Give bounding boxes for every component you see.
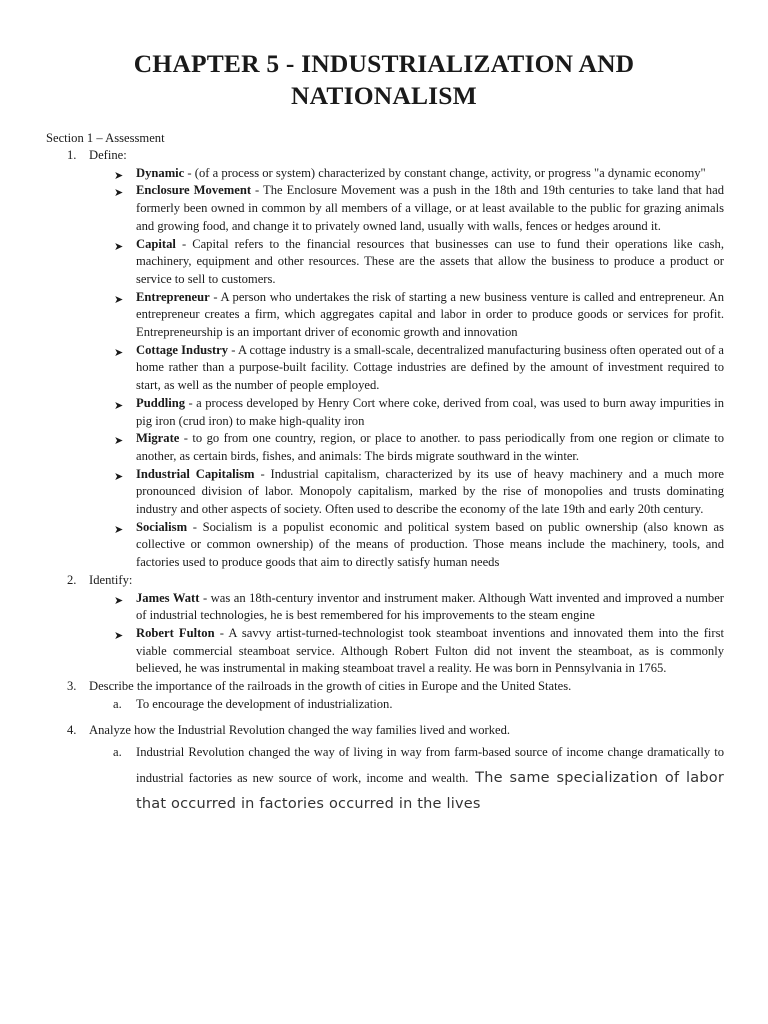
answer-letter: a. <box>113 696 122 711</box>
definition-text: - Capital refers to the financial resources that businesses can use to fund their operations like cash, machinery, equipment and other resources. These are the assets that allow the business to produce a product or service to sell to customers. <box>136 236 724 286</box>
definition-item <box>0 395 768 430</box>
identify-item <box>0 590 768 625</box>
arrow-bullet-icon: ➤ <box>114 292 124 306</box>
definition-term: Entrepreneur <box>136 289 210 304</box>
definition-item <box>0 342 768 395</box>
question-2 <box>0 572 768 590</box>
arrow-bullet-icon: ➤ <box>114 398 124 412</box>
arrow-bullet-icon: ➤ <box>114 593 124 607</box>
definition-item <box>0 289 768 342</box>
identify-term: Robert Fulton <box>136 625 215 640</box>
answer-text: To encourage the development of industrialization. <box>136 696 393 711</box>
definition-text: - A cottage industry is a small-scale, decentralized manufacturing business often operated out of a home rather than a purpose-built facility. Cottage industries are defined by the amount of investment required to start, as well as the number of people employed. <box>136 342 724 393</box>
question-prompt: Identify: <box>89 572 133 587</box>
definition-item <box>0 519 768 572</box>
identify-list <box>0 590 768 679</box>
definition-term: Industrial Capitalism <box>136 466 255 481</box>
answer-text-continuation: The same specialization of labor that occurred in factories occurred in the lives <box>136 770 724 813</box>
arrow-bullet-icon: ➤ <box>114 469 124 483</box>
definition-text: - (of a process or system) characterized by constant change, activity, or progress "a dynamic economy" <box>184 165 706 180</box>
question-prompt: Analyze how the Industrial Revolution changed the way families lived and worked. <box>89 722 511 737</box>
question-1 <box>0 147 768 165</box>
answer-item <box>0 696 768 714</box>
definition-item <box>0 165 768 183</box>
definition-text: - to go from one country, region, or place to another. to pass periodically from one region or climate to another, as certain birds, fishes, and animals: The birds migrate southward in the winter. <box>136 431 724 463</box>
definition-term: Capital <box>136 236 176 251</box>
arrow-bullet-icon: ➤ <box>114 239 124 253</box>
answer-letter: a. <box>113 745 122 760</box>
definition-term: Socialism <box>136 519 188 534</box>
definition-item <box>0 466 768 519</box>
arrow-bullet-icon: ➤ <box>114 628 124 642</box>
definition-term: Enclosure Movement <box>136 183 252 198</box>
chapter-title-line-1: CHAPTER 5 - INDUSTRIALIZATION AND <box>133 49 635 78</box>
arrow-bullet-icon: ➤ <box>114 522 124 536</box>
arrow-bullet-icon: ➤ <box>114 186 124 200</box>
definition-text: - Socialism is a populist economic and political system based on public ownership (also known as collective or common ownership) of the means of production. Those means include the machinery, tools, and factories used to produce goods that aim to directly satisfy human needs <box>136 519 724 570</box>
identify-item <box>0 625 768 678</box>
definition-list <box>0 165 768 572</box>
question-number: 2. <box>67 572 77 587</box>
arrow-bullet-icon: ➤ <box>114 345 124 359</box>
definition-item <box>0 236 768 289</box>
arrow-bullet-icon: ➤ <box>114 168 124 182</box>
answer-item <box>0 739 768 817</box>
definition-text: - Industrial capitalism, characterized by its use of heavy machinery and a much more pronounced division of labor. Monopoly capitalism, marked by the rise of monopolies and trusts dominating industry and other aspects of society. Often used to describe the economy of the late 19th and early 20th century. <box>136 466 724 517</box>
definition-item <box>0 430 768 465</box>
definition-term: Puddling <box>136 395 186 410</box>
identify-term: James Watt <box>136 590 200 605</box>
identify-text: - A savvy artist-turned-technologist took steamboat inventions and innovated them into the first viable commercial steamboat service. Although Robert Fulton did not invent the steamboat, as is commonly believed, he was instrumental in making steamboat travel a reality. He was born in Pennsylvania in 1765. <box>136 625 724 676</box>
identify-text: - was an 18th-century inventor and instrument maker. Although Watt invented and improved a number of industrial technologies, he is best remembered for his improvements to the steam engine <box>136 590 724 623</box>
definition-term: Migrate <box>136 431 180 446</box>
arrow-bullet-icon: ➤ <box>114 434 124 448</box>
chapter-title <box>60 48 708 112</box>
definition-item <box>0 182 768 235</box>
definition-term: Cottage Industry <box>136 342 229 357</box>
spacer <box>0 714 768 722</box>
section-heading: Section 1 – Assessment <box>46 131 165 145</box>
definition-term: Dynamic <box>136 165 185 180</box>
question-prompt: Define: <box>89 148 127 162</box>
chapter-title-line-2: NATIONALISM <box>291 81 477 110</box>
definition-text: - a process developed by Henry Cort where coke, derived from coal, was used to burn away impurities in pig iron (crud iron) to make high-quality iron <box>136 395 724 428</box>
answer-text: Industrial Revolution changed the way of living in way from farm-based source of income change dramatically to industrial factories as new source of work, income and wealth. <box>136 745 724 786</box>
question-number: 1. <box>67 148 77 162</box>
assessment-content <box>0 147 768 817</box>
question-number: 3. <box>67 679 77 694</box>
question-3 <box>0 678 768 696</box>
definition-text: - A person who undertakes the risk of starting a new business venture is called and entrepreneur. An entrepreneur creates a firm, which aggregates capital and labor in order to produce goods or services for profit. Entrepreneurship is an important driver of economic growth and innovation <box>136 289 724 340</box>
question-4 <box>0 722 768 740</box>
question-prompt: Describe the importance of the railroads in the growth of cities in Europe and the United States. <box>89 679 572 694</box>
question-number: 4. <box>67 722 77 737</box>
definition-text: - The Enclosure Movement was a push in the 18th and 19th centuries to take land that had formerly been owned in common by all members of a village, or at least available to the public for grazing animals and growing food, and change it to privately owned land, usually with walls, fences or hedges around it. <box>136 183 724 233</box>
